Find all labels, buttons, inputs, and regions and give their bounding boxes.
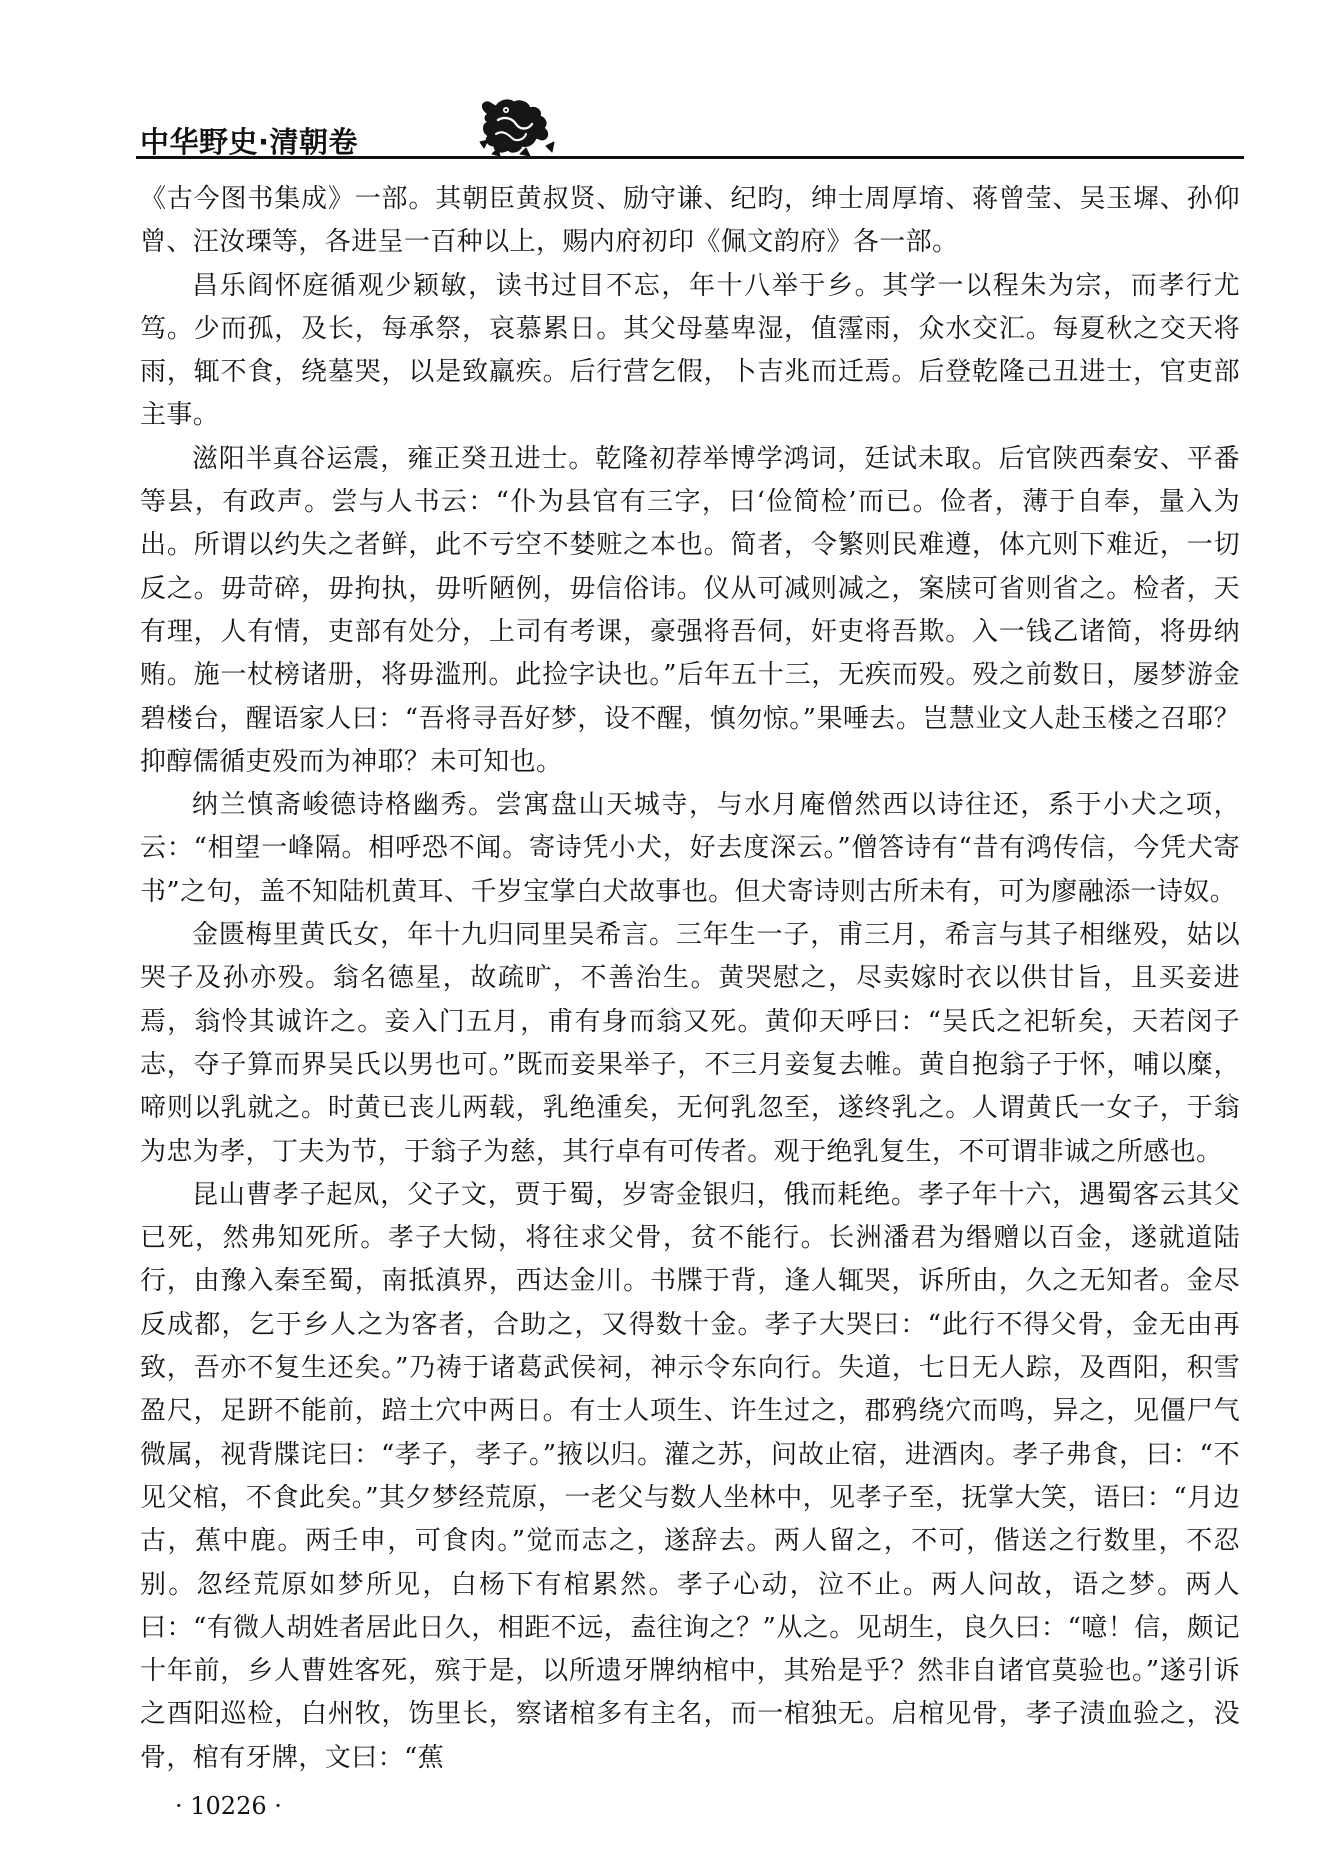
paragraph: 《古今图书集成》一部。其朝臣黄叔贤、励守谦、纪昀，绅士周厚堉、蒋曾莹、吴玉墀、孙仰曾、汪汝瑮等，各进呈一百种以上，赐内府初印《佩文韵府》各一部。 — [140, 184, 1240, 258]
header-rule — [136, 156, 1244, 159]
page-body — [140, 178, 1240, 1780]
running-title: 中华野史·清朝卷 — [140, 125, 359, 159]
dragon-emblem-icon — [476, 96, 558, 158]
paragraph: 昌乐阎怀庭循观少颖敏，读书过目不忘，年十八举于乡。其学一以程朱为宗，而孝行尤笃。少而孤，及长，每承祭，哀慕累日。其父母墓卑湿，值霪雨，众水交汇。每夏秋之交天将雨，辄不食，绕墓哭，以是致羸疾。后行营乞假，卜吉兆而迁焉。后登乾隆己丑进士，官吏部主事。 — [140, 270, 1240, 431]
paragraph: 金匮梅里黄氏女，年十九归同里吴希言。三年生一子，甫三月，希言与其子相继殁，姑以哭子及孙亦殁。翁名德星，故疏旷，不善治生。黄哭慰之，尽卖嫁时衣以供甘旨，且买妾进焉，翁怜其诚许之。妾入门五月，甫有身而翁又死。黄仰天呼曰：“吴氏之祀斩矣，天若闵子志，夺子算而界吴氏以男也可。”既而妾果举子，不三月妾复去帷。黄自抱翁子于怀，哺以糜，啼则以乳就之。时黄已丧儿两载，乳绝湩矣，无何乳忽至，遂终乳之。人谓黄氏一女子，于翁为忠为孝，丁夫为节，于翁子为慈，其行卓有可传者。观于绝乳复生，不可谓非诚之所感也。 — [140, 920, 1240, 1167]
paragraph: 昆山曹孝子起凤，父子文，贾于蜀，岁寄金银归，俄而耗绝。孝子年十六，遇蜀客云其父已死，然弗知死所。孝子大恸，将往求父骨，贫不能行。长洲潘君为缗赠以百金，遂就道陆行，由豫入秦至蜀，南抵滇界，西达金川。书牒于背，逢人辄哭，诉所由，久之无知者。金尽反成都，乞于乡人之为客者，合助之，又得数十金。孝子大哭曰：“此行不得父骨，金无由再致，吾亦不复生还矣。”乃祷于诸葛武侯祠，神示令东向行。失道，七日无人踪，及酉阳，积雪盈尺，足趼不能前，踣土穴中两日。有士人项生、许生过之，郡鸦绕穴而鸣，异之，见僵尸气微属，视背牒诧曰：“孝子，孝子。”掖以归。灌之苏，问故止宿，进酒肉。孝子弗食，曰：“不见父棺，不食此矣。”其夕梦经荒原，一老父与数人坐林中，见孝子至，抚掌大笑，语曰：“月边古，蕉中鹿。两壬申，可食肉。”觉而志之，遂辞去。两人留之，不可，偕送之行数里，不忍别。忽经荒原如梦所见，白杨下有棺累然。孝子心动，泣不止。两人问故，语之梦。两人曰：“有微人胡姓者居此日久，相距不远，盍往询之？”从之。见胡生，良久曰：“噫！信，颇记十年前，乡人曹姓客死，殡于是，以所遗牙牌纳棺中，其殆是乎？然非自诸官莫验也。”遂引诉之酉阳巡检，白州牧，饬里长，察诸棺多有主名，而一棺独无。启棺见骨，孝子渍血验之，没骨，棺有牙牌，文曰：“蕉 — [140, 1179, 1240, 1773]
paragraph: 纳兰慎斋峻德诗格幽秀。尝寓盘山天城寺，与水月庵僧然西以诗往还，系于小犬之项，云：“相望一峰隔。相呼恐不闻。寄诗凭小犬，好去度深云。”僧答诗有“昔有鸿传信，今凭犬寄书”之句，盖不知陆机黄耳、千岁宝掌白犬故事也。但犬寄诗则古所未有，可为廖融添一诗奴。 — [140, 790, 1240, 907]
paragraph: 滋阳半真谷运震，雍正癸丑进士。乾隆初荐举博学鸿词，廷试未取。后官陕西秦安、平番等县，有政声。尝与人书云：“仆为县官有三字，曰‘俭简检’而已。俭者，薄于自奉，量入为出。所谓以约失之者鲜，此不亏空不婪赃之本也。简者，令繁则民难遵，体亢则下难近，一切反之。毋苛碎，毋拘执，毋听陋例，毋信俗讳。仪从可减则减之，案牍可省则省之。检者，天有理，人有情，吏部有处分，上司有考课，豪强将吾伺，奸吏将吾欺。入一钱乙诸简，将毋纳贿。施一杖榜诸册，将毋滥刑。此捡字诀也。”后年五十三，无疾而殁。殁之前数日，屡梦游金碧楼台，醒语家人曰：“吾将寻吾好梦，设不醒，慎勿惊。”果唾去。岂慧业文人赴玉楼之召耶？抑醇儒循吏殁而为神耶？未可知也。 — [140, 443, 1240, 777]
page-header — [136, 92, 1244, 168]
page-number: · 10226 · — [175, 1792, 282, 1820]
